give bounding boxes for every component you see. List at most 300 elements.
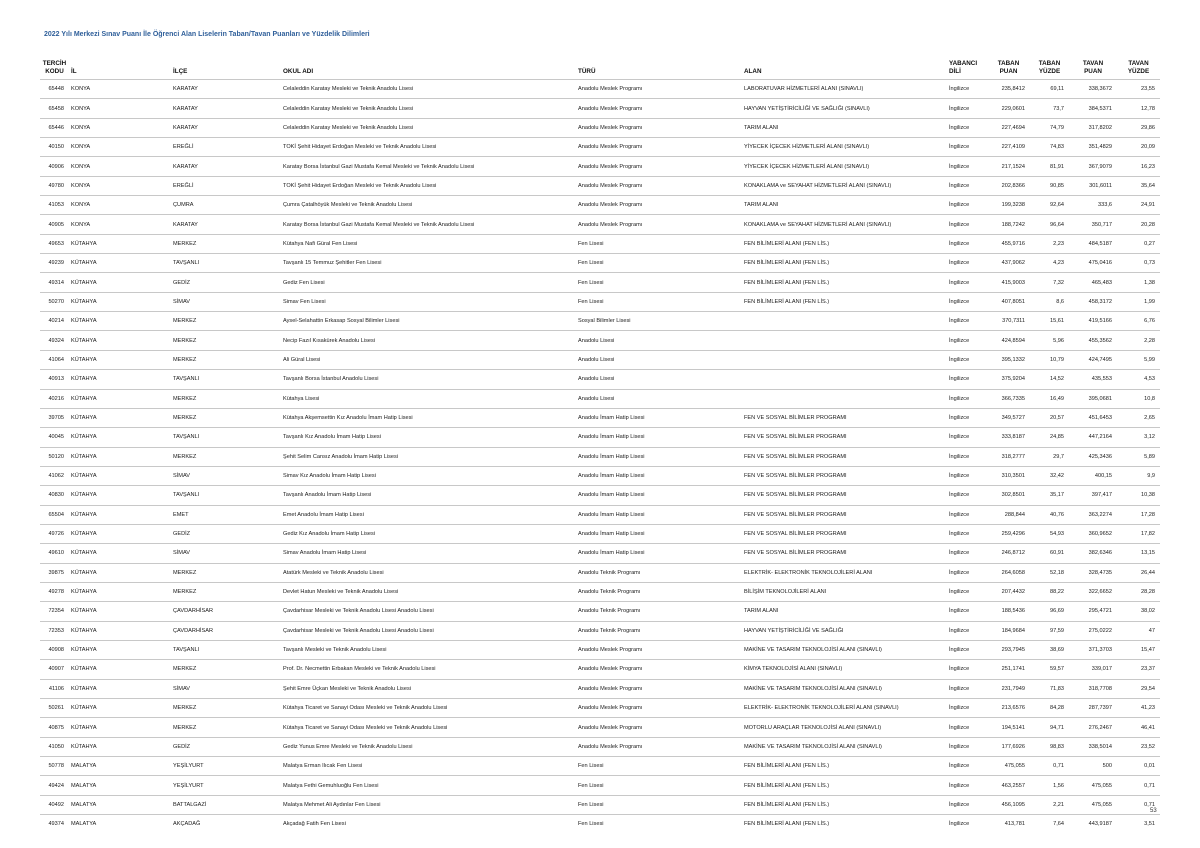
header-taban-yuzde: TABAN YÜZDE bbox=[1038, 60, 1061, 75]
cell-taban-yuzde: 1,56 bbox=[1030, 776, 1069, 795]
cell-taban-puan: 424,8594 bbox=[987, 331, 1030, 350]
cell-tavan-puan: 475,055 bbox=[1069, 795, 1117, 814]
cell-ilce: AKÇADAĞ bbox=[171, 815, 281, 834]
cell-alan: FEN BİLİMLERİ ALANI (FEN LİS.) bbox=[742, 273, 947, 292]
cell-tavan-yuzde: 17,82 bbox=[1117, 524, 1160, 543]
cell-turu: Anadolu Meslek Programı bbox=[576, 157, 742, 176]
cell-tavan-yuzde: 0,71 bbox=[1117, 776, 1160, 795]
cell-alan: FEN BİLİMLERİ ALANI (FEN LİS.) bbox=[742, 292, 947, 311]
cell-tavan-yuzde: 4,53 bbox=[1117, 370, 1160, 389]
cell-ilce: MERKEZ bbox=[171, 234, 281, 253]
cell-alan: KONAKLAMA ve SEYAHAT HİZMETLERİ ALANI (SINAVLI) bbox=[742, 176, 947, 195]
cell-taban-yuzde: 15,61 bbox=[1030, 312, 1069, 331]
cell-tavan-puan: 333,6 bbox=[1069, 196, 1117, 215]
cell-il: KÜTAHYA bbox=[69, 447, 171, 466]
cell-tavan-puan: 275,0222 bbox=[1069, 621, 1117, 640]
cell-il: MALATYA bbox=[69, 795, 171, 814]
cell-okul-adi: Kütahya Akşemsettin Kız Anadolu İmam Hatip Lisesi bbox=[281, 408, 576, 427]
cell-ilce: TAVŞANLI bbox=[171, 254, 281, 273]
cell-tavan-yuzde: 24,91 bbox=[1117, 196, 1160, 215]
cell-tavan-puan: 424,7495 bbox=[1069, 350, 1117, 369]
table-row bbox=[40, 602, 1160, 621]
cell-tercih-kodu: 40907 bbox=[40, 660, 69, 679]
cell-taban-yuzde: 2,23 bbox=[1030, 234, 1069, 253]
cell-okul-adi: Ali Güral Lisesi bbox=[281, 350, 576, 369]
cell-taban-puan: 188,7242 bbox=[987, 215, 1030, 234]
table-row bbox=[40, 138, 1160, 157]
cell-okul-adi: Çumra Çatalhöyük Mesleki ve Teknik Anadolu Lisesi bbox=[281, 196, 576, 215]
cell-taban-yuzde: 60,91 bbox=[1030, 544, 1069, 563]
cell-il: KONYA bbox=[69, 80, 171, 99]
cell-turu: Fen Lisesi bbox=[576, 234, 742, 253]
cell-yabanci-dili: İngilizce bbox=[947, 466, 987, 485]
cell-tavan-puan: 351,4829 bbox=[1069, 138, 1117, 157]
cell-tercih-kodu: 40913 bbox=[40, 370, 69, 389]
cell-turu: Anadolu İmam Hatip Lisesi bbox=[576, 486, 742, 505]
cell-tavan-puan: 350,717 bbox=[1069, 215, 1117, 234]
cell-tercih-kodu: 49424 bbox=[40, 776, 69, 795]
cell-il: KÜTAHYA bbox=[69, 718, 171, 737]
table-row bbox=[40, 118, 1160, 137]
cell-taban-yuzde: 84,28 bbox=[1030, 699, 1069, 718]
cell-taban-yuzde: 38,69 bbox=[1030, 640, 1069, 659]
cell-alan: LABORATUVAR HİZMETLERİ ALANI (SINAVLI) bbox=[742, 80, 947, 99]
cell-ilce: MERKEZ bbox=[171, 408, 281, 427]
cell-tercih-kodu: 41106 bbox=[40, 679, 69, 698]
cell-tavan-yuzde: 0,71 bbox=[1117, 795, 1160, 814]
cell-taban-puan: 413,781 bbox=[987, 815, 1030, 834]
cell-taban-yuzde: 74,79 bbox=[1030, 118, 1069, 137]
table-row bbox=[40, 563, 1160, 582]
cell-okul-adi: Malatya Fethi Gemuhluoğlu Fen Lisesi bbox=[281, 776, 576, 795]
cell-ilce: KARATAY bbox=[171, 157, 281, 176]
cell-tavan-puan: 339,017 bbox=[1069, 660, 1117, 679]
cell-turu: Anadolu Teknik Programı bbox=[576, 563, 742, 582]
cell-alan: FEN BİLİMLERİ ALANI (FEN LİS.) bbox=[742, 776, 947, 795]
cell-tavan-yuzde: 46,41 bbox=[1117, 718, 1160, 737]
cell-okul-adi: Gediz Fen Lisesi bbox=[281, 273, 576, 292]
table-row bbox=[40, 757, 1160, 776]
cell-il: KÜTAHYA bbox=[69, 524, 171, 543]
cell-turu: Anadolu İmam Hatip Lisesi bbox=[576, 447, 742, 466]
cell-tercih-kodu: 49278 bbox=[40, 582, 69, 601]
cell-okul-adi: Celaleddin Karatay Mesleki ve Teknik Anadolu Lisesi bbox=[281, 99, 576, 118]
cell-ilce: SİMAV bbox=[171, 544, 281, 563]
cell-taban-yuzde: 5,96 bbox=[1030, 331, 1069, 350]
cell-turu: Anadolu Lisesi bbox=[576, 350, 742, 369]
cell-taban-yuzde: 35,17 bbox=[1030, 486, 1069, 505]
cell-yabanci-dili: İngilizce bbox=[947, 524, 987, 543]
table-row bbox=[40, 80, 1160, 99]
cell-il: KÜTAHYA bbox=[69, 254, 171, 273]
cell-yabanci-dili: İngilizce bbox=[947, 582, 987, 601]
cell-ilce: MERKEZ bbox=[171, 563, 281, 582]
cell-ilce: SİMAV bbox=[171, 292, 281, 311]
cell-turu: Anadolu İmam Hatip Lisesi bbox=[576, 505, 742, 524]
cell-tavan-puan: 382,6346 bbox=[1069, 544, 1117, 563]
cell-ilce: KARATAY bbox=[171, 118, 281, 137]
cell-tercih-kodu: 40492 bbox=[40, 795, 69, 814]
cell-tavan-yuzde: 1,38 bbox=[1117, 273, 1160, 292]
cell-tercih-kodu: 39705 bbox=[40, 408, 69, 427]
cell-ilce: ÇUMRA bbox=[171, 196, 281, 215]
cell-yabanci-dili: İngilizce bbox=[947, 312, 987, 331]
cell-turu: Anadolu İmam Hatip Lisesi bbox=[576, 544, 742, 563]
cell-tavan-puan: 384,5371 bbox=[1069, 99, 1117, 118]
cell-yabanci-dili: İngilizce bbox=[947, 196, 987, 215]
cell-yabanci-dili: İngilizce bbox=[947, 486, 987, 505]
cell-yabanci-dili: İngilizce bbox=[947, 602, 987, 621]
cell-tavan-puan: 447,2164 bbox=[1069, 428, 1117, 447]
cell-okul-adi: Necip Fazıl Kısakürek Anadolu Lisesi bbox=[281, 331, 576, 350]
cell-il: KÜTAHYA bbox=[69, 408, 171, 427]
cell-tercih-kodu: 41050 bbox=[40, 737, 69, 756]
cell-yabanci-dili: İngilizce bbox=[947, 640, 987, 659]
cell-alan: YİYECEK İÇECEK HİZMETLERİ ALANI (SINAVLI) bbox=[742, 157, 947, 176]
cell-ilce: ÇAVDARHİSAR bbox=[171, 621, 281, 640]
cell-yabanci-dili: İngilizce bbox=[947, 776, 987, 795]
cell-yabanci-dili: İngilizce bbox=[947, 389, 987, 408]
cell-tercih-kodu: 65446 bbox=[40, 118, 69, 137]
cell-il: KÜTAHYA bbox=[69, 660, 171, 679]
cell-turu: Anadolu Teknik Programı bbox=[576, 602, 742, 621]
cell-turu: Anadolu Meslek Programı bbox=[576, 699, 742, 718]
cell-il: MALATYA bbox=[69, 776, 171, 795]
table-row bbox=[40, 737, 1160, 756]
cell-tavan-puan: 395,0681 bbox=[1069, 389, 1117, 408]
cell-tavan-yuzde: 3,51 bbox=[1117, 815, 1160, 834]
cell-alan: FEN VE SOSYAL BİLİMLER PROGRAMI bbox=[742, 466, 947, 485]
cell-tavan-yuzde: 0,27 bbox=[1117, 234, 1160, 253]
cell-ilce: MERKEZ bbox=[171, 660, 281, 679]
table-row bbox=[40, 544, 1160, 563]
cell-tavan-puan: 475,055 bbox=[1069, 776, 1117, 795]
table-row bbox=[40, 582, 1160, 601]
cell-il: KÜTAHYA bbox=[69, 428, 171, 447]
cell-tavan-puan: 295,4721 bbox=[1069, 602, 1117, 621]
cell-okul-adi: Simav Fen Lisesi bbox=[281, 292, 576, 311]
cell-taban-puan: 194,5141 bbox=[987, 718, 1030, 737]
cell-taban-puan: 366,7335 bbox=[987, 389, 1030, 408]
cell-taban-yuzde: 92,64 bbox=[1030, 196, 1069, 215]
cell-taban-puan: 395,1332 bbox=[987, 350, 1030, 369]
cell-taban-puan: 407,8051 bbox=[987, 292, 1030, 311]
cell-alan: TARIM ALANI bbox=[742, 118, 947, 137]
cell-turu: Anadolu Meslek Programı bbox=[576, 718, 742, 737]
cell-tercih-kodu: 50270 bbox=[40, 292, 69, 311]
cell-tercih-kodu: 49610 bbox=[40, 544, 69, 563]
cell-tavan-puan: 317,8202 bbox=[1069, 118, 1117, 137]
cell-ilce: GEDİZ bbox=[171, 524, 281, 543]
cell-okul-adi: TOKİ Şehit Hidayet Erdoğan Mesleki ve Teknik Anadolu Lisesi bbox=[281, 176, 576, 195]
cell-tavan-yuzde: 2,28 bbox=[1117, 331, 1160, 350]
cell-turu: Anadolu Meslek Programı bbox=[576, 679, 742, 698]
cell-okul-adi: Akçadağ Fatih Fen Lisesi bbox=[281, 815, 576, 834]
cell-ilce: TAVŞANLI bbox=[171, 428, 281, 447]
cell-tercih-kodu: 65448 bbox=[40, 80, 69, 99]
cell-tavan-puan: 458,3172 bbox=[1069, 292, 1117, 311]
table-row bbox=[40, 254, 1160, 273]
cell-okul-adi: Tavşanlı Borsa İstanbul Anadolu Lisesi bbox=[281, 370, 576, 389]
cell-tercih-kodu: 41053 bbox=[40, 196, 69, 215]
cell-okul-adi: Gediz Yunus Emre Mesleki ve Teknik Anadolu Lisesi bbox=[281, 737, 576, 756]
cell-okul-adi: Kütahya Nafi Güral Fen Lisesi bbox=[281, 234, 576, 253]
cell-tercih-kodu: 49653 bbox=[40, 234, 69, 253]
cell-turu: Fen Lisesi bbox=[576, 757, 742, 776]
cell-alan: YİYECEK İÇECEK HİZMETLERİ ALANI (SINAVLI) bbox=[742, 138, 947, 157]
cell-alan: MAKİNE VE TASARIM TEKNOLOJİSİ ALANI (SINAVLI) bbox=[742, 679, 947, 698]
cell-taban-yuzde: 88,22 bbox=[1030, 582, 1069, 601]
table-row bbox=[40, 621, 1160, 640]
cell-il: KONYA bbox=[69, 215, 171, 234]
cell-taban-yuzde: 52,18 bbox=[1030, 563, 1069, 582]
cell-alan: FEN BİLİMLERİ ALANI (FEN LİS.) bbox=[742, 815, 947, 834]
cell-ilce: GEDİZ bbox=[171, 273, 281, 292]
cell-ilce: EREĞLİ bbox=[171, 176, 281, 195]
cell-okul-adi: Gediz Kız Anadolu İmam Hatip Lisesi bbox=[281, 524, 576, 543]
cell-il: KÜTAHYA bbox=[69, 273, 171, 292]
cell-okul-adi: Emet Anadolu İmam Hatip Lisesi bbox=[281, 505, 576, 524]
cell-ilce: SİMAV bbox=[171, 679, 281, 698]
cell-yabanci-dili: İngilizce bbox=[947, 815, 987, 834]
cell-tercih-kodu: 65504 bbox=[40, 505, 69, 524]
cell-taban-puan: 310,3501 bbox=[987, 466, 1030, 485]
cell-il: KÜTAHYA bbox=[69, 621, 171, 640]
table-row bbox=[40, 196, 1160, 215]
cell-tavan-puan: 443,9187 bbox=[1069, 815, 1117, 834]
cell-alan: FEN VE SOSYAL BİLİMLER PROGRAMI bbox=[742, 428, 947, 447]
cell-tavan-yuzde: 26,44 bbox=[1117, 563, 1160, 582]
cell-ilce: MERKEZ bbox=[171, 312, 281, 331]
cell-alan: KONAKLAMA ve SEYAHAT HİZMETLERİ ALANI (SINAVLI) bbox=[742, 215, 947, 234]
table-row bbox=[40, 699, 1160, 718]
cell-tercih-kodu: 49324 bbox=[40, 331, 69, 350]
cell-tavan-puan: 301,6011 bbox=[1069, 176, 1117, 195]
cell-tavan-yuzde: 41,23 bbox=[1117, 699, 1160, 718]
cell-alan: FEN BİLİMLERİ ALANI (FEN LİS.) bbox=[742, 795, 947, 814]
cell-tavan-puan: 371,3703 bbox=[1069, 640, 1117, 659]
cell-tavan-puan: 500 bbox=[1069, 757, 1117, 776]
cell-taban-yuzde: 74,83 bbox=[1030, 138, 1069, 157]
cell-okul-adi: TOKİ Şehit Hidayet Erdoğan Mesleki ve Teknik Anadolu Lisesi bbox=[281, 138, 576, 157]
cell-il: KÜTAHYA bbox=[69, 679, 171, 698]
cell-alan: MAKİNE VE TASARIM TEKNOLOJİSİ ALANI (SINAVLI) bbox=[742, 737, 947, 756]
cell-taban-puan: 259,4296 bbox=[987, 524, 1030, 543]
cell-taban-puan: 318,2777 bbox=[987, 447, 1030, 466]
cell-yabanci-dili: İngilizce bbox=[947, 544, 987, 563]
cell-tercih-kodu: 49780 bbox=[40, 176, 69, 195]
cell-alan bbox=[742, 389, 947, 408]
cell-okul-adi: Kütahya Ticaret ve Sanayi Odası Mesleki ve Teknik Anadolu Lisesi bbox=[281, 718, 576, 737]
cell-ilce: KARATAY bbox=[171, 80, 281, 99]
cell-il: KÜTAHYA bbox=[69, 350, 171, 369]
cell-ilce: YEŞİLYURT bbox=[171, 757, 281, 776]
cell-il: KÜTAHYA bbox=[69, 466, 171, 485]
cell-tavan-yuzde: 23,52 bbox=[1117, 737, 1160, 756]
cell-taban-yuzde: 8,6 bbox=[1030, 292, 1069, 311]
cell-tercih-kodu: 50120 bbox=[40, 447, 69, 466]
cell-taban-puan: 207,4432 bbox=[987, 582, 1030, 601]
cell-tavan-yuzde: 17,28 bbox=[1117, 505, 1160, 524]
table-row bbox=[40, 679, 1160, 698]
cell-tavan-yuzde: 3,12 bbox=[1117, 428, 1160, 447]
cell-taban-puan: 229,0601 bbox=[987, 99, 1030, 118]
table-row bbox=[40, 176, 1160, 195]
cell-taban-yuzde: 2,21 bbox=[1030, 795, 1069, 814]
cell-okul-adi: Tavşanlı 15 Temmuz Şehitler Fen Lisesi bbox=[281, 254, 576, 273]
cell-il: KÜTAHYA bbox=[69, 699, 171, 718]
cell-tercih-kodu: 40830 bbox=[40, 486, 69, 505]
cell-taban-puan: 302,8501 bbox=[987, 486, 1030, 505]
page-title: 2022 Yılı Merkezi Sınav Puanı İle Öğrenci Alan Liselerin Taban/Tavan Puanları ve Yüzdelik Dilimleri bbox=[44, 31, 370, 38]
cell-turu: Anadolu Meslek Programı bbox=[576, 737, 742, 756]
cell-alan: ELEKTRİK- ELEKTRONİK TEKNOLOJİLERİ ALANI (SINAVLI) bbox=[742, 699, 947, 718]
cell-yabanci-dili: İngilizce bbox=[947, 447, 987, 466]
table-row bbox=[40, 447, 1160, 466]
header-taban-puan: TABAN PUAN bbox=[997, 60, 1020, 75]
cell-il: KONYA bbox=[69, 138, 171, 157]
cell-tavan-puan: 400,15 bbox=[1069, 466, 1117, 485]
table-row bbox=[40, 524, 1160, 543]
cell-tavan-yuzde: 29,86 bbox=[1117, 118, 1160, 137]
cell-yabanci-dili: İngilizce bbox=[947, 660, 987, 679]
cell-ilce: TAVŞANLI bbox=[171, 370, 281, 389]
cell-yabanci-dili: İngilizce bbox=[947, 118, 987, 137]
cell-taban-puan: 227,4694 bbox=[987, 118, 1030, 137]
cell-turu: Anadolu Meslek Programı bbox=[576, 640, 742, 659]
cell-il: KONYA bbox=[69, 99, 171, 118]
table-row bbox=[40, 486, 1160, 505]
cell-yabanci-dili: İngilizce bbox=[947, 621, 987, 640]
cell-yabanci-dili: İngilizce bbox=[947, 737, 987, 756]
table-row bbox=[40, 776, 1160, 795]
cell-okul-adi: Prof. Dr. Necmettin Erbakan Mesleki ve Teknik Anadolu Lisesi bbox=[281, 660, 576, 679]
cell-yabanci-dili: İngilizce bbox=[947, 505, 987, 524]
cell-okul-adi: Kütahya Lisesi bbox=[281, 389, 576, 408]
cell-tavan-yuzde: 47 bbox=[1117, 621, 1160, 640]
cell-alan: FEN VE SOSYAL BİLİMLER PROGRAMI bbox=[742, 505, 947, 524]
cell-okul-adi: Devlet Hatun Mesleki ve Teknik Anadolu Lisesi bbox=[281, 582, 576, 601]
cell-okul-adi: Malatya Mehmet Ali Aydınlar Fen Lisesi bbox=[281, 795, 576, 814]
cell-taban-puan: 375,9204 bbox=[987, 370, 1030, 389]
cell-tavan-puan: 338,5014 bbox=[1069, 737, 1117, 756]
cell-taban-puan: 235,8412 bbox=[987, 80, 1030, 99]
header-yabanci-dili: YABANCI DİLİ bbox=[949, 60, 978, 75]
cell-taban-puan: 213,6576 bbox=[987, 699, 1030, 718]
cell-yabanci-dili: İngilizce bbox=[947, 157, 987, 176]
cell-taban-puan: 217,1524 bbox=[987, 157, 1030, 176]
cell-tercih-kodu: 49239 bbox=[40, 254, 69, 273]
cell-turu: Anadolu Meslek Programı bbox=[576, 99, 742, 118]
cell-tercih-kodu: 49374 bbox=[40, 815, 69, 834]
cell-turu: Anadolu İmam Hatip Lisesi bbox=[576, 466, 742, 485]
cell-tavan-yuzde: 20,28 bbox=[1117, 215, 1160, 234]
cell-il: KONYA bbox=[69, 118, 171, 137]
cell-ilce: BATTALGAZİ bbox=[171, 795, 281, 814]
table-row bbox=[40, 408, 1160, 427]
cell-tercih-kodu: 40905 bbox=[40, 215, 69, 234]
cell-turu: Anadolu İmam Hatip Lisesi bbox=[576, 408, 742, 427]
cell-alan: MAKİNE VE TASARIM TEKNOLOJİSİ ALANI (SINAVLI) bbox=[742, 640, 947, 659]
cell-il: KÜTAHYA bbox=[69, 737, 171, 756]
cell-tavan-yuzde: 23,37 bbox=[1117, 660, 1160, 679]
table-row bbox=[40, 428, 1160, 447]
cell-turu: Anadolu İmam Hatip Lisesi bbox=[576, 524, 742, 543]
cell-taban-puan: 475,055 bbox=[987, 757, 1030, 776]
cell-ilce: ÇAVDARHİSAR bbox=[171, 602, 281, 621]
cell-turu: Fen Lisesi bbox=[576, 273, 742, 292]
cell-tavan-yuzde: 28,28 bbox=[1117, 582, 1160, 601]
cell-il: KÜTAHYA bbox=[69, 563, 171, 582]
cell-taban-yuzde: 29,7 bbox=[1030, 447, 1069, 466]
cell-okul-adi: Şehit Emre Üçkan Mesleki ve Teknik Anadolu Lisesi bbox=[281, 679, 576, 698]
table-row bbox=[40, 389, 1160, 408]
cell-ilce: MERKEZ bbox=[171, 699, 281, 718]
cell-tavan-puan: 328,4735 bbox=[1069, 563, 1117, 582]
cell-tavan-puan: 367,9079 bbox=[1069, 157, 1117, 176]
cell-tercih-kodu: 39875 bbox=[40, 563, 69, 582]
cell-turu: Anadolu Lisesi bbox=[576, 331, 742, 350]
cell-tavan-yuzde: 0,73 bbox=[1117, 254, 1160, 273]
cell-taban-yuzde: 94,71 bbox=[1030, 718, 1069, 737]
cell-tavan-yuzde: 16,23 bbox=[1117, 157, 1160, 176]
cell-turu: Anadolu Lisesi bbox=[576, 389, 742, 408]
cell-turu: Anadolu Meslek Programı bbox=[576, 80, 742, 99]
cell-turu: Anadolu Teknik Programı bbox=[576, 582, 742, 601]
cell-okul-adi: Çavdarhisar Mesleki ve Teknik Anadolu Lisesi Anadolu Lisesi bbox=[281, 621, 576, 640]
cell-taban-yuzde: 71,83 bbox=[1030, 679, 1069, 698]
cell-taban-puan: 349,5727 bbox=[987, 408, 1030, 427]
cell-taban-yuzde: 96,69 bbox=[1030, 602, 1069, 621]
cell-ilce: MERKEZ bbox=[171, 718, 281, 737]
cell-okul-adi: Simav Kız Anadolu İmam Hatip Lisesi bbox=[281, 466, 576, 485]
cell-tercih-kodu: 40214 bbox=[40, 312, 69, 331]
cell-yabanci-dili: İngilizce bbox=[947, 563, 987, 582]
cell-tavan-puan: 276,2467 bbox=[1069, 718, 1117, 737]
table-row bbox=[40, 660, 1160, 679]
cell-ilce: KARATAY bbox=[171, 99, 281, 118]
cell-taban-puan: 177,6926 bbox=[987, 737, 1030, 756]
cell-alan: HAYVAN YETİŞTİRİCİLİĞİ VE SAĞLIĞI bbox=[742, 621, 947, 640]
cell-ilce: MERKEZ bbox=[171, 389, 281, 408]
cell-tavan-yuzde: 6,76 bbox=[1117, 312, 1160, 331]
cell-tavan-yuzde: 29,54 bbox=[1117, 679, 1160, 698]
cell-taban-puan: 463,2557 bbox=[987, 776, 1030, 795]
cell-yabanci-dili: İngilizce bbox=[947, 254, 987, 273]
table-header-row bbox=[40, 54, 1160, 80]
cell-tercih-kodu: 72354 bbox=[40, 602, 69, 621]
cell-yabanci-dili: İngilizce bbox=[947, 331, 987, 350]
cell-taban-yuzde: 96,64 bbox=[1030, 215, 1069, 234]
cell-taban-puan: 370,7311 bbox=[987, 312, 1030, 331]
cell-ilce: GEDİZ bbox=[171, 737, 281, 756]
cell-ilce: TAVŞANLI bbox=[171, 486, 281, 505]
cell-taban-puan: 288,844 bbox=[987, 505, 1030, 524]
cell-taban-yuzde: 81,91 bbox=[1030, 157, 1069, 176]
table-row bbox=[40, 234, 1160, 253]
cell-okul-adi: Simav Anadolu İmam Hatip Lisesi bbox=[281, 544, 576, 563]
cell-ilce: SİMAV bbox=[171, 466, 281, 485]
cell-il: KONYA bbox=[69, 176, 171, 195]
cell-taban-yuzde: 10,79 bbox=[1030, 350, 1069, 369]
cell-il: KÜTAHYA bbox=[69, 582, 171, 601]
cell-turu: Fen Lisesi bbox=[576, 795, 742, 814]
cell-tavan-puan: 287,7397 bbox=[1069, 699, 1117, 718]
cell-taban-yuzde: 90,85 bbox=[1030, 176, 1069, 195]
cell-tavan-puan: 338,3672 bbox=[1069, 80, 1117, 99]
cell-tavan-puan: 455,3562 bbox=[1069, 331, 1117, 350]
cell-taban-yuzde: 4,23 bbox=[1030, 254, 1069, 273]
